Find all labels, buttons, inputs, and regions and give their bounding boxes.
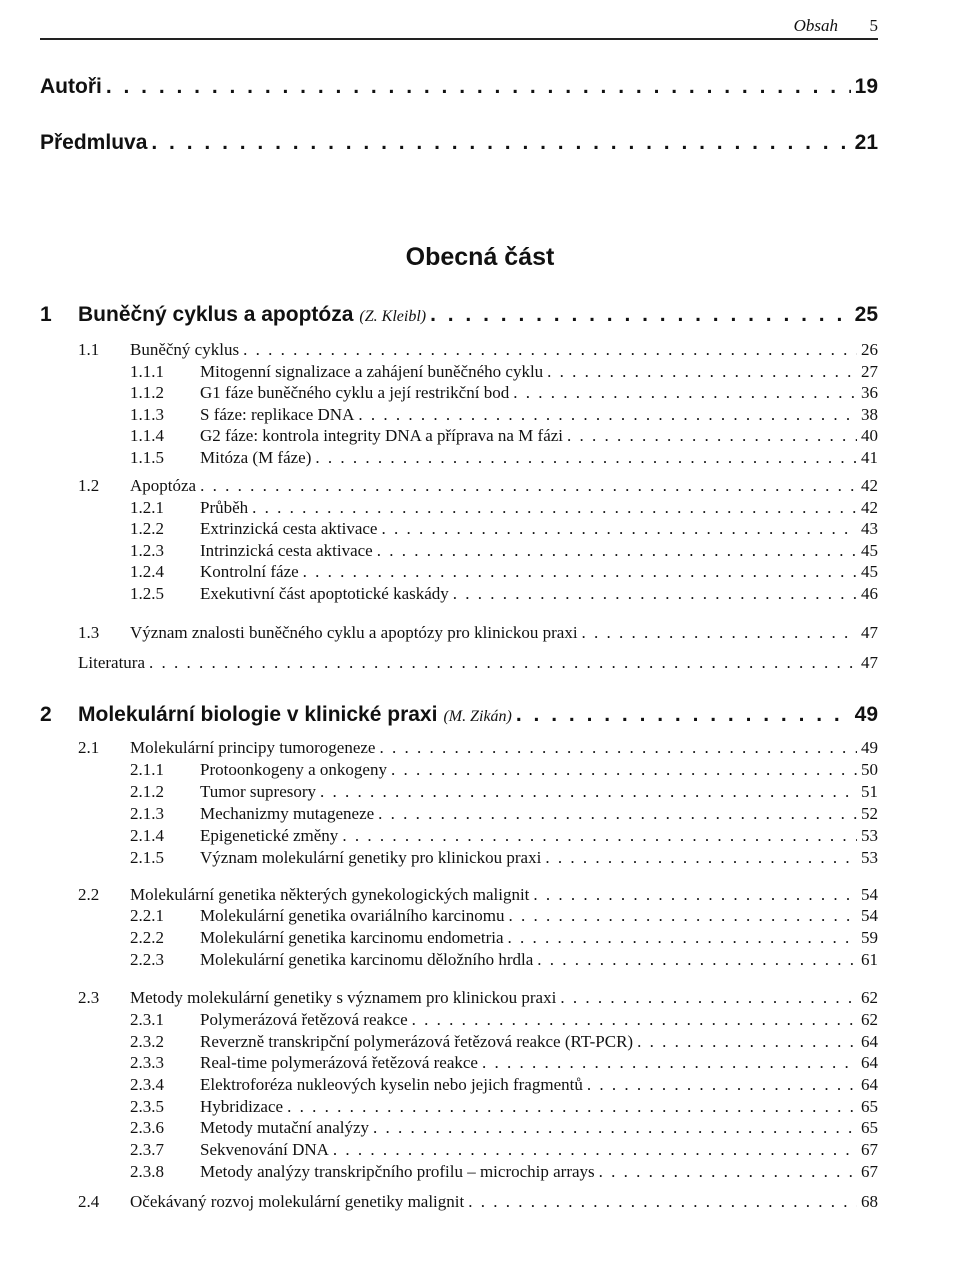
- toc-entry-number: 2.1: [78, 738, 100, 757]
- toc-page-number: 42: [861, 498, 878, 517]
- toc-page-number: 64: [861, 1053, 878, 1072]
- dot-leader: [320, 782, 857, 802]
- dot-leader: [342, 826, 857, 846]
- toc-entry-title: Mitóza (M fáze): [200, 448, 312, 467]
- dot-leader: [516, 703, 851, 727]
- toc-entry-title: Metody molekulární genetiky s významem pro klinickou praxi: [130, 988, 557, 1007]
- dot-leader: [252, 498, 857, 518]
- toc-entry-number: 1.2.2: [130, 519, 164, 538]
- toc-entry-number: 1.1.5: [130, 448, 164, 467]
- toc-entry[interactable]: [78, 804, 878, 826]
- dot-leader: [373, 1118, 857, 1138]
- chapter-number: 2: [40, 703, 52, 726]
- toc-entry[interactable]: [78, 885, 878, 907]
- toc-page-number: 40: [861, 426, 878, 445]
- toc-entry-number: 2.3.2: [130, 1032, 164, 1051]
- dot-leader: [381, 519, 857, 539]
- toc-entry-title: Předmluva: [40, 131, 148, 154]
- toc-entry-title: Očekávaný rozvoj molekulární genetiky malignit: [130, 1192, 465, 1211]
- toc-page-number: 19: [854, 75, 878, 98]
- dot-leader: [106, 75, 851, 99]
- toc-entry-title: Mitogenní signalizace a zahájení buněčného cyklu: [200, 362, 544, 381]
- toc-entry-title: Tumor supresory: [200, 782, 317, 801]
- toc-entry[interactable]: [78, 362, 878, 384]
- toc-entry[interactable]: [78, 1162, 878, 1184]
- chapter-page-number: 49: [854, 703, 878, 726]
- dot-leader: [412, 1010, 857, 1030]
- toc-entry-number: 2.2.2: [130, 928, 164, 947]
- toc-entry-authors[interactable]: [40, 75, 878, 103]
- dot-leader: [379, 738, 857, 758]
- toc-entry[interactable]: [78, 1053, 878, 1075]
- toc-entry-title: Extrinzická cesta aktivace: [200, 519, 378, 538]
- dot-leader: [537, 950, 857, 970]
- dot-leader: [303, 562, 857, 582]
- toc-entry-number: 1.1: [78, 340, 100, 359]
- toc-entry-number: 1.1.3: [130, 405, 164, 424]
- header-page-number: 5: [869, 16, 878, 35]
- toc-entry[interactable]: [78, 623, 878, 645]
- dot-leader: [582, 623, 857, 643]
- toc-entry-literature[interactable]: [78, 653, 878, 675]
- toc-entry-number: 2.1.1: [130, 760, 164, 779]
- toc-entry-title: Metody mutační analýzy: [200, 1118, 370, 1137]
- dot-leader: [200, 476, 857, 496]
- toc-entry[interactable]: [78, 782, 878, 804]
- toc-page-number: 50: [861, 760, 878, 779]
- toc-entry-number: 2.3.4: [130, 1075, 164, 1094]
- toc-entry[interactable]: [78, 448, 878, 470]
- toc-entry[interactable]: [78, 1075, 878, 1097]
- toc-entry-title: S fáze: replikace DNA: [200, 405, 355, 424]
- toc-entry[interactable]: [78, 562, 878, 584]
- toc-entry-number: 1.2.4: [130, 562, 164, 581]
- header-title: Obsah: [793, 16, 838, 35]
- toc-entry-number: 1.1.2: [130, 383, 164, 402]
- toc-entry[interactable]: [78, 1140, 878, 1162]
- toc-page-number: 62: [861, 988, 878, 1007]
- toc-entry-number: 2.1.5: [130, 848, 164, 867]
- toc-page-number: 51: [861, 782, 878, 801]
- toc-entry[interactable]: [78, 519, 878, 541]
- dot-leader: [482, 1053, 857, 1073]
- toc-entry-title: Molekulární genetika karcinomu endometria: [200, 928, 504, 947]
- toc-entry-number: 2.2: [78, 885, 100, 904]
- toc-entry-title: Metody analýzy transkripčního profilu – microchip arrays: [200, 1162, 595, 1181]
- toc-page-number: 45: [861, 562, 878, 581]
- dot-leader: [315, 448, 857, 468]
- toc-entry-title: Molekulární genetika karcinomu děložního hrdla: [200, 950, 534, 969]
- toc-page-number: 53: [861, 826, 878, 845]
- toc-entry-number: 2.3.3: [130, 1053, 164, 1072]
- toc-entry-number: 2.2.3: [130, 950, 164, 969]
- toc-page-number: 27: [861, 362, 878, 381]
- toc-entry-number: 1.2.1: [130, 498, 164, 517]
- toc-entry[interactable]: [78, 426, 878, 448]
- toc-page-number: 54: [861, 885, 878, 904]
- dot-leader: [637, 1032, 857, 1052]
- running-header: [40, 14, 878, 40]
- toc-page-number: 38: [861, 405, 878, 424]
- toc-page-number: 26: [861, 340, 878, 359]
- dot-leader: [378, 804, 857, 824]
- toc-entry-title: Molekulární principy tumorogeneze: [130, 738, 376, 757]
- toc-entry-title: Průběh: [200, 498, 249, 517]
- toc-page-number: 65: [861, 1097, 878, 1116]
- toc-entry[interactable]: [78, 738, 878, 760]
- toc-page-number: 65: [861, 1118, 878, 1137]
- toc-entry-title: Polymerázová řetězová reakce: [200, 1010, 408, 1029]
- toc-entry-title: Exekutivní část apoptotické kaskády: [200, 584, 449, 603]
- toc-entry-title: Literatura: [78, 653, 146, 672]
- dot-leader: [545, 848, 857, 868]
- toc-page-number: 47: [861, 623, 878, 642]
- toc-entry-title: Sekvenování DNA: [200, 1140, 329, 1159]
- dot-leader: [587, 1075, 857, 1095]
- toc-entry-number: 2.3.1: [130, 1010, 164, 1029]
- toc-page-number: 68: [861, 1192, 878, 1211]
- toc-entry-number: 2.3.8: [130, 1162, 164, 1181]
- toc-entry[interactable]: [78, 1118, 878, 1140]
- dot-leader: [243, 340, 857, 360]
- toc-page-number: 42: [861, 476, 878, 495]
- toc-entry-number: 2.3.5: [130, 1097, 164, 1116]
- toc-entry-title: Autoři: [40, 75, 102, 98]
- chapter-heading[interactable]: [40, 703, 878, 731]
- section-heading: Obecná část: [405, 243, 555, 271]
- toc-page-number: 41: [861, 448, 878, 467]
- toc-page-number: 67: [861, 1140, 878, 1159]
- toc-entry-preface[interactable]: [40, 131, 878, 159]
- toc-entry-number: 2.2.1: [130, 906, 164, 925]
- toc-entry-title: Buněčný cyklus: [130, 340, 240, 359]
- toc-entry-title: G1 fáze buněčného cyklu a její restrikční bod: [200, 383, 510, 402]
- dot-leader: [560, 988, 857, 1008]
- toc-page-number: 49: [861, 738, 878, 757]
- toc-entry-title: Molekulární genetika některých gynekologických malignit: [130, 885, 530, 904]
- chapter-heading[interactable]: [40, 303, 878, 331]
- toc-entry[interactable]: [78, 498, 878, 520]
- toc-entry[interactable]: [78, 848, 878, 870]
- toc-entry-number: 1.1.4: [130, 426, 164, 445]
- toc-entry[interactable]: [78, 1010, 878, 1032]
- toc-entry-title: Apoptóza: [130, 476, 197, 495]
- toc-entry[interactable]: [78, 584, 878, 606]
- toc-page-number: 43: [861, 519, 878, 538]
- dot-leader: [358, 405, 857, 425]
- toc-entry-title: Intrinzická cesta aktivace: [200, 541, 373, 560]
- toc-page-number: 54: [861, 906, 878, 925]
- toc-entry-number: 2.3.6: [130, 1118, 164, 1137]
- toc-entry[interactable]: [78, 928, 878, 950]
- toc-page-number: 21: [854, 131, 878, 154]
- dot-leader: [151, 131, 850, 155]
- toc-entry-number: 1.2.3: [130, 541, 164, 560]
- toc-entry[interactable]: [78, 1192, 878, 1214]
- toc-entry[interactable]: [78, 476, 878, 498]
- toc-entry[interactable]: [78, 988, 878, 1010]
- toc-entry[interactable]: [78, 541, 878, 563]
- toc-entry[interactable]: [78, 340, 878, 362]
- toc-page-number: 45: [861, 541, 878, 560]
- toc-entry-number: 2.3: [78, 988, 100, 1007]
- chapter-number: 1: [40, 303, 52, 326]
- toc-entry-title: Hybridizace: [200, 1097, 284, 1116]
- toc-entry-number: 1.3: [78, 623, 100, 642]
- dot-leader: [453, 584, 857, 604]
- toc-entry[interactable]: [78, 405, 878, 427]
- toc-entry-number: 2.3.7: [130, 1140, 164, 1159]
- toc-entry[interactable]: [78, 383, 878, 405]
- toc-entry-number: 2.1.2: [130, 782, 164, 801]
- toc-entry-number: 2.4: [78, 1192, 100, 1211]
- toc-entry[interactable]: [78, 906, 878, 928]
- dot-leader: [149, 653, 857, 673]
- toc-page-number: 53: [861, 848, 878, 867]
- toc-page-number: 46: [861, 584, 878, 603]
- toc-entry-number: 1.1.1: [130, 362, 164, 381]
- dot-leader: [599, 1162, 857, 1182]
- dot-leader: [509, 906, 858, 926]
- dot-leader: [391, 760, 857, 780]
- toc-page-number: 64: [861, 1075, 878, 1094]
- toc-entry-title: G2 fáze: kontrola integrity DNA a příprava na M fázi: [200, 426, 564, 445]
- toc-entry-title: Elektroforéza nukleových kyselin nebo jejich fragmentů: [200, 1075, 583, 1094]
- dot-leader: [547, 362, 857, 382]
- dot-leader: [377, 541, 857, 561]
- toc-entry-title: Epigenetické změny: [200, 826, 339, 845]
- toc-page-number: 62: [861, 1010, 878, 1029]
- dot-leader: [533, 885, 857, 905]
- chapter-author: (Z. Kleibl): [359, 308, 427, 325]
- toc-entry-number: 1.2.5: [130, 584, 164, 603]
- dot-leader: [513, 383, 857, 403]
- toc-entry-title: Reverzně transkripční polymerázová řetězová reakce (RT-PCR): [200, 1032, 634, 1051]
- toc-entry[interactable]: [78, 1097, 878, 1119]
- toc-entry-number: 2.1.3: [130, 804, 164, 823]
- dot-leader: [468, 1192, 857, 1212]
- chapter-title: Buněčný cyklus a apoptóza: [78, 303, 354, 326]
- toc-entry-title: Význam znalosti buněčného cyklu a apoptózy pro klinickou praxi: [130, 623, 578, 642]
- toc-page-number: 52: [861, 804, 878, 823]
- toc-page-number: 36: [861, 383, 878, 402]
- dot-leader: [287, 1097, 857, 1117]
- toc-page-number: 67: [861, 1162, 878, 1181]
- toc-entry-title: Kontrolní fáze: [200, 562, 299, 581]
- toc-entry-number: 2.1.4: [130, 826, 164, 845]
- dot-leader: [430, 303, 851, 327]
- dot-leader: [508, 928, 857, 948]
- toc-entry-title: Význam molekulární genetiky pro klinickou praxi: [200, 848, 542, 867]
- toc-entry[interactable]: [78, 950, 878, 972]
- chapter-page-number: 25: [854, 303, 878, 326]
- toc-entry[interactable]: [78, 760, 878, 782]
- toc-entry[interactable]: [78, 1032, 878, 1054]
- dot-leader: [333, 1140, 857, 1160]
- toc-page-number: 61: [861, 950, 878, 969]
- toc-entry-title: Real-time polymerázová řetězová reakce: [200, 1053, 478, 1072]
- toc-page-number: 59: [861, 928, 878, 947]
- toc-entry[interactable]: [78, 826, 878, 848]
- toc-entry-title: Molekulární genetika ovariálního karcinomu: [200, 906, 505, 925]
- toc-page-number: 64: [861, 1032, 878, 1051]
- dot-leader: [567, 426, 857, 446]
- toc-entry-title: Protoonkogeny a onkogeny: [200, 760, 387, 779]
- toc-entry-number: 1.2: [78, 476, 100, 495]
- chapter-author: (M. Zikán): [443, 708, 512, 725]
- toc-entry-title: Mechanizmy mutageneze: [200, 804, 375, 823]
- toc-page-number: 47: [861, 653, 878, 672]
- chapter-title: Molekulární biologie v klinické praxi: [78, 703, 438, 726]
